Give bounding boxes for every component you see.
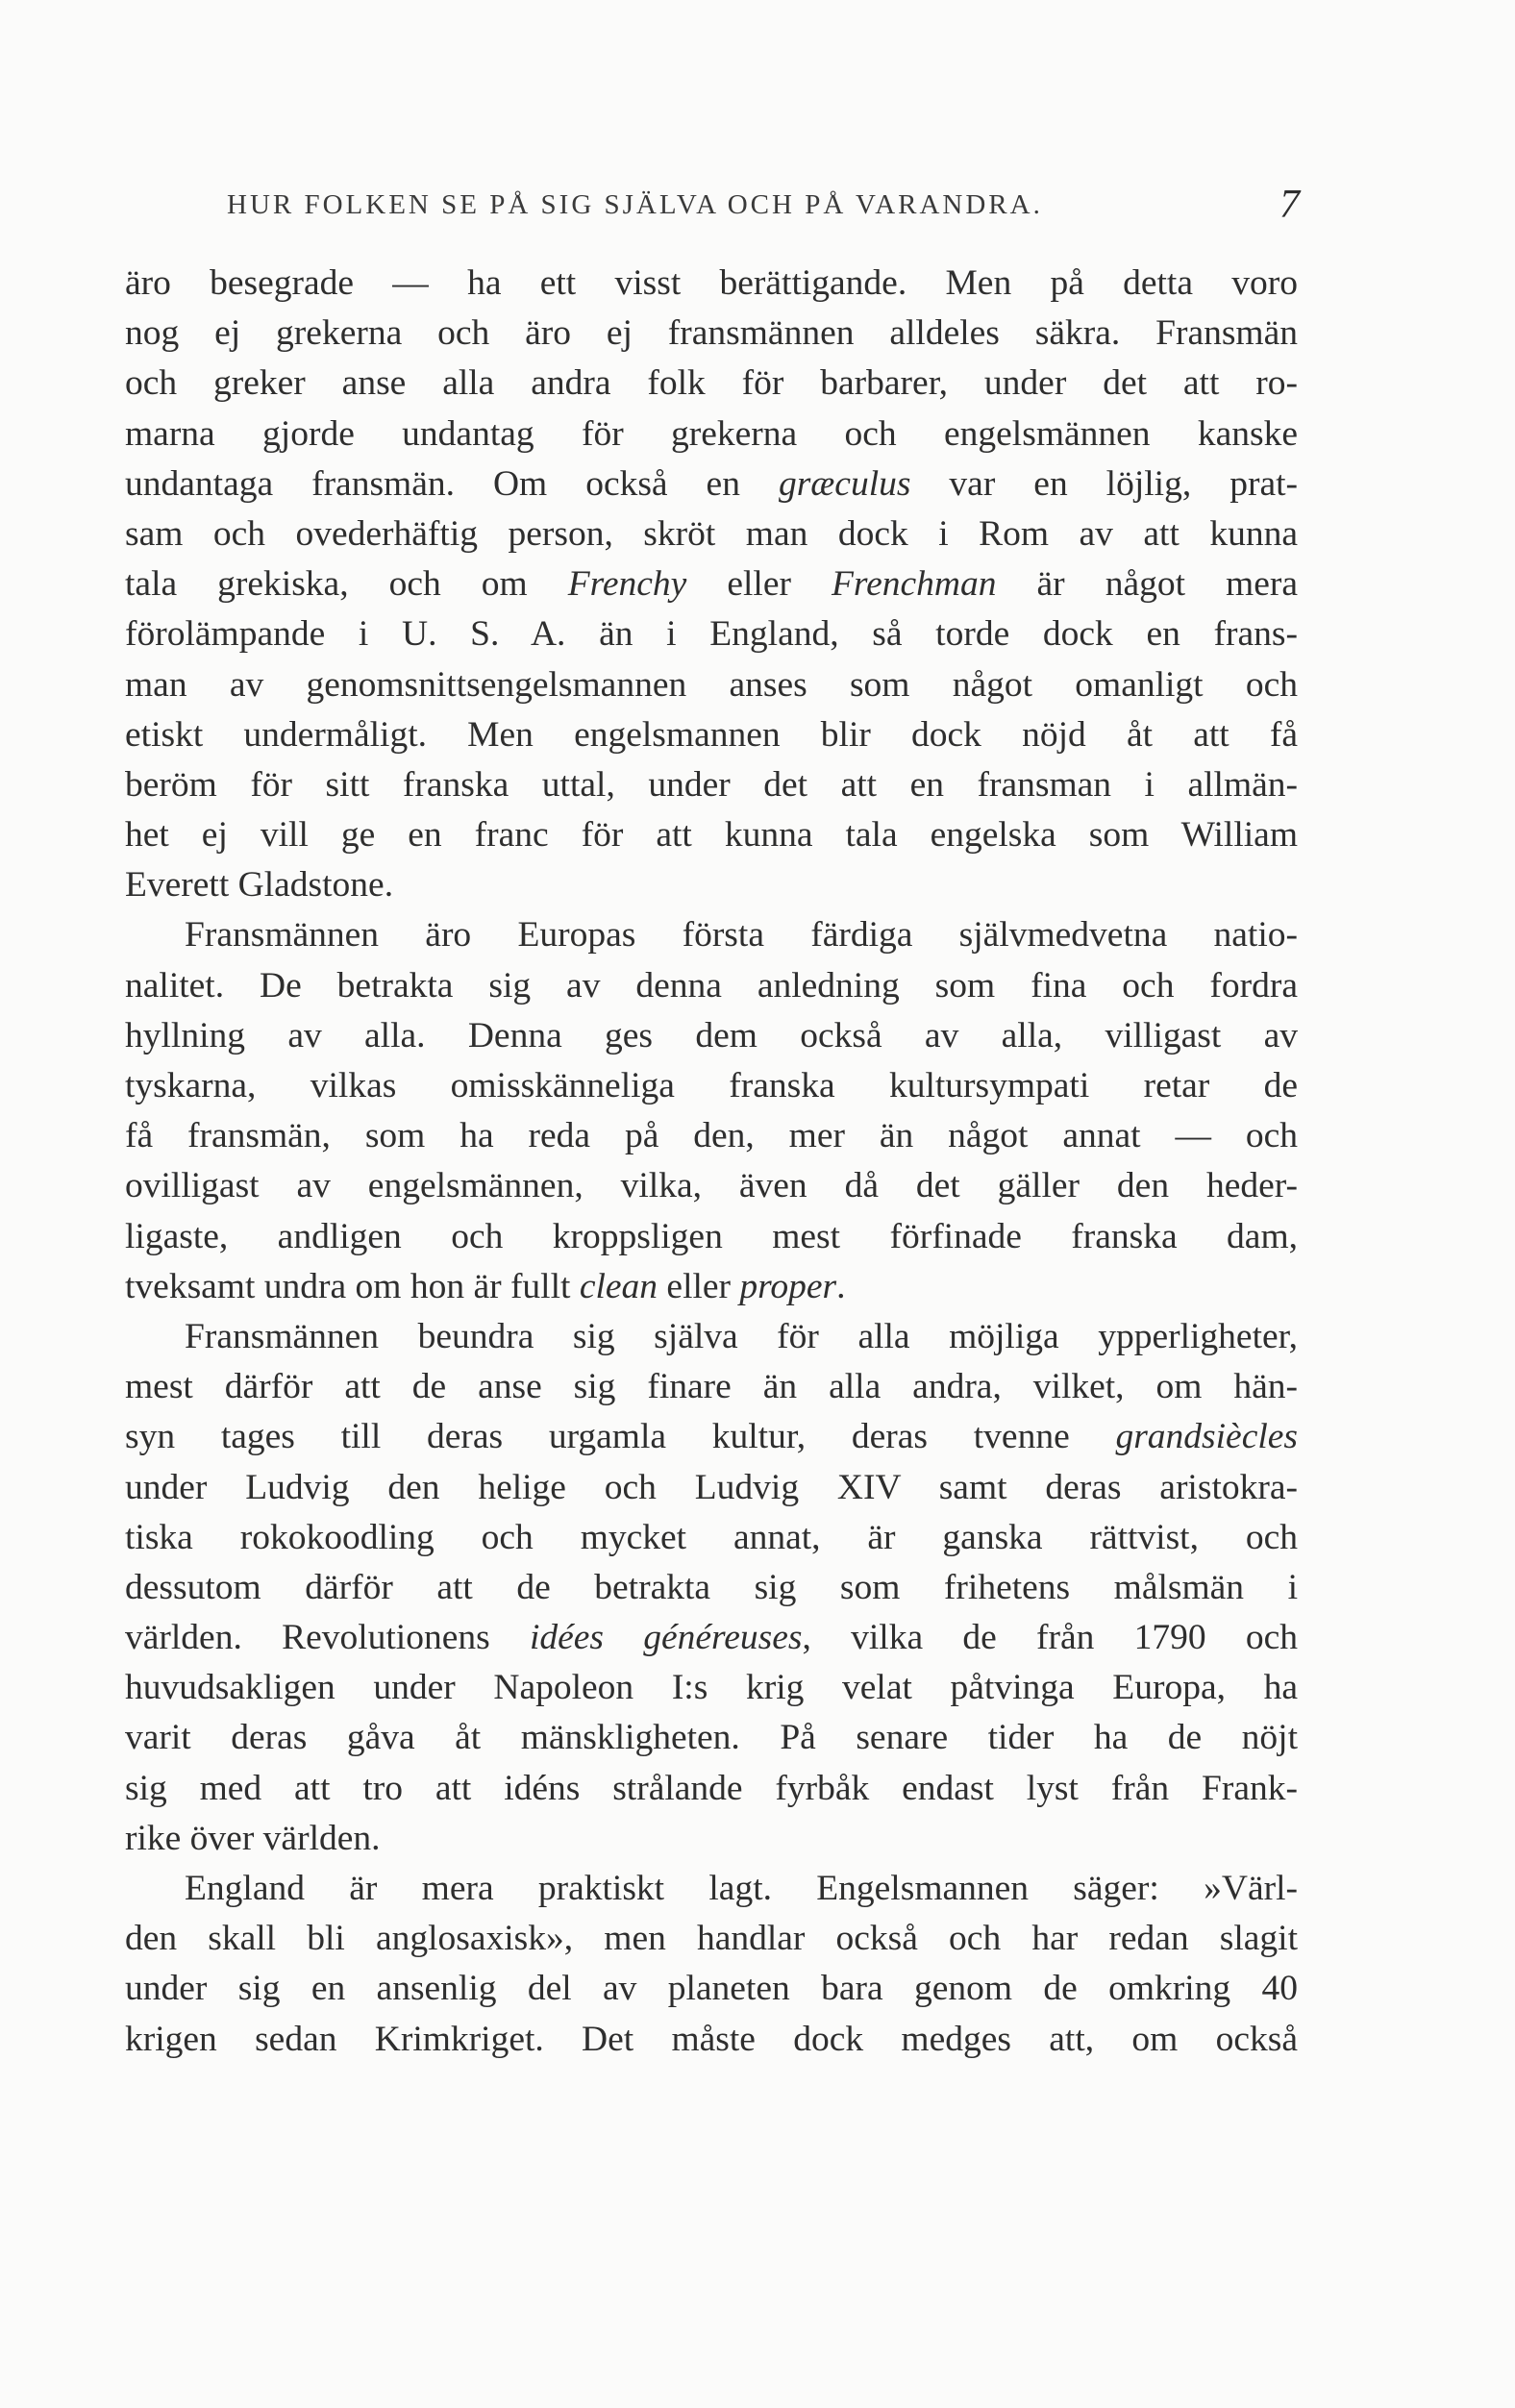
text-line	[125, 910, 1298, 960]
text-line	[125, 860, 1298, 910]
text-run: tveksamt undra om hon är fullt	[125, 1266, 580, 1306]
text-line	[125, 1212, 1298, 1262]
text-run: mest därför att de anse sig finare än alla andra, vilket, om hän-	[125, 1367, 1298, 1407]
paragraph	[125, 1864, 1298, 2065]
text-line	[125, 359, 1298, 409]
text-line	[125, 1312, 1298, 1362]
text-run: Everett Gladstone.	[125, 865, 394, 906]
text-run: etiskt undermåligt. Men engelsmannen blir dock nöjd åt att få	[125, 714, 1298, 755]
text-run: .	[836, 1266, 846, 1306]
text-line	[125, 1613, 1298, 1663]
running-head: HUR FOLKEN SE PÅ SIG SJÄLVA OCH PÅ VARANDRA.	[227, 189, 1043, 220]
text-line	[125, 1914, 1298, 1964]
text-line	[125, 1864, 1298, 1914]
text-run: huvudsakligen under Napoleon I:s krig velat påtvinga Europa, ha	[125, 1668, 1298, 1708]
text-run: Fransmännen beundra sig själva för alla möjliga ypperligheter,	[185, 1316, 1298, 1356]
text-line	[125, 1262, 1298, 1312]
italic-phrase: Frenchman	[832, 564, 997, 605]
text-run: var en löjlig, prat-	[910, 463, 1298, 504]
paragraph	[125, 259, 1298, 910]
text-run: nog ej grekerna och äro ej fransmännen alldeles säkra. Fransmän	[125, 313, 1298, 354]
text-line	[125, 1713, 1298, 1763]
text-run: krigen sedan Krimkriget. Det måste dock medges att, om också	[125, 2019, 1298, 2059]
paragraph	[125, 1312, 1298, 1864]
text-line	[125, 259, 1298, 309]
text-line	[125, 1663, 1298, 1713]
text-run: sig med att tro att idéns strålande fyrbåk endast lyst från Frank-	[125, 1768, 1298, 1808]
text-run: hyllning av alla. Denna ges dem också av alla, villigast av	[125, 1015, 1298, 1055]
italic-phrase: clean	[579, 1266, 658, 1306]
text-line	[125, 1011, 1298, 1061]
text-line	[125, 810, 1298, 860]
text-run: tyskarna, vilkas omisskänneliga franska kultursympati retar de	[125, 1066, 1298, 1105]
italic-phrase: grandsiècles	[1115, 1417, 1298, 1457]
text-run: världen. Revolutionens	[125, 1618, 530, 1658]
text-run: under sig en ansenlig del av planeten bara genom de omkring 40	[125, 1969, 1298, 2009]
text-line	[125, 1362, 1298, 1412]
text-run: man av genomsnittsengelsmannen anses som något omanligt och	[125, 664, 1298, 705]
text-run: het ej vill ge en franc för att kunna tala engelska som William	[125, 815, 1298, 856]
text-run: marna gjorde undantag för grekerna och engelsmännen kanske	[125, 413, 1298, 454]
italic-phrase: Frenchy	[567, 564, 687, 605]
text-line	[125, 309, 1298, 359]
text-run: varit deras gåva åt mänskligheten. På senare tider ha de nöjt	[125, 1718, 1298, 1758]
text-run: syn tages till deras urgamla kultur, deras tvenne	[125, 1417, 1116, 1457]
text-run: England är mera praktiskt lagt. Engelsmannen säger: »Värl-	[185, 1869, 1298, 1908]
text-line	[125, 1764, 1298, 1814]
text-run: ovilligast av engelsmännen, vilka, även då det gäller den heder-	[125, 1166, 1298, 1206]
text-run: tala grekiska, och om	[125, 564, 568, 605]
page-header	[223, 181, 1300, 229]
text-line	[125, 509, 1298, 559]
text-line	[125, 710, 1298, 760]
text-line	[125, 961, 1298, 1011]
text-run: undantaga fransmän. Om också en	[125, 463, 779, 504]
text-run: Fransmännen äro Europas första färdiga självmedvetna natio-	[185, 915, 1298, 956]
text-run: förolämpande i U. S. A. än i England, så torde dock en frans-	[125, 614, 1298, 655]
page-number: 7	[1279, 183, 1300, 227]
text-line	[125, 1964, 1298, 2014]
text-run: och greker anse alla andra folk för barbarer, under det att ro-	[125, 363, 1298, 404]
text-run: nalitet. De betrakta sig av denna anledning som fina och fordra	[125, 965, 1298, 1005]
text-line	[125, 609, 1298, 659]
text-line	[125, 760, 1298, 810]
text-line	[125, 410, 1298, 459]
body-text	[125, 259, 1298, 2065]
text-run: eller	[686, 564, 832, 605]
text-line	[125, 1814, 1298, 1864]
text-run: under Ludvig den helige och Ludvig XIV samt deras aristokra-	[125, 1467, 1298, 1507]
text-line	[125, 559, 1298, 609]
text-line	[125, 1513, 1298, 1563]
text-run: få fransmän, som ha reda på den, mer än något annat — och	[125, 1116, 1298, 1156]
text-line	[125, 459, 1298, 509]
text-run: är något mera	[996, 564, 1299, 605]
text-line	[125, 2015, 1298, 2065]
paragraph	[125, 910, 1298, 1312]
text-line	[125, 1111, 1298, 1161]
text-run: äro besegrade — ha ett visst berättigande. Men på detta voro	[125, 263, 1298, 303]
text-run: dessutom därför att de betrakta sig som frihetens målsmän i	[125, 1567, 1298, 1607]
text-run: tiska rokokoodling och mycket annat, är ganska rättvist, och	[125, 1517, 1298, 1557]
text-run: , vilka de från 1790 och	[802, 1618, 1298, 1658]
text-line	[125, 1161, 1298, 1211]
italic-phrase: græculus	[778, 463, 911, 504]
text-line	[125, 1563, 1298, 1613]
text-line	[125, 660, 1298, 710]
text-line	[125, 1412, 1298, 1462]
text-run: ligaste, andligen och kroppsligen mest förfinade franska dam,	[125, 1216, 1298, 1256]
text-line	[125, 1463, 1298, 1513]
text-run: beröm för sitt franska uttal, under det att en fransman i allmän-	[125, 764, 1298, 805]
text-line	[125, 1061, 1298, 1111]
text-run: den skall bli anglosaxisk», men handlar också och har redan slagit	[125, 1919, 1298, 1959]
text-run: sam och ovederhäftig person, skröt man dock i Rom av att kunna	[125, 513, 1298, 554]
text-run: eller	[658, 1266, 740, 1306]
italic-phrase: proper	[739, 1266, 837, 1306]
text-run: rike över världen.	[125, 1818, 381, 1858]
italic-phrase: idées généreuses	[529, 1618, 803, 1658]
